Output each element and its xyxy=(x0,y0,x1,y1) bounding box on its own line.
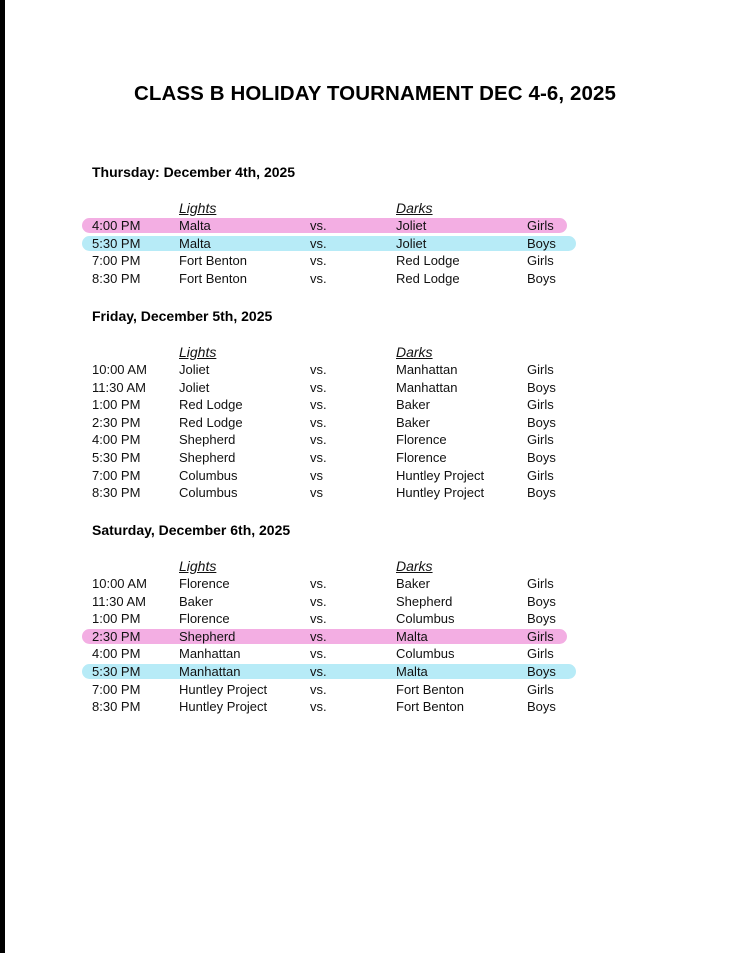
game-row xyxy=(92,396,692,414)
versus-label: vs. xyxy=(310,362,327,377)
lights-team: Fort Benton xyxy=(179,253,247,269)
lights-team: Baker xyxy=(179,593,213,609)
game-time: 1:00 PM xyxy=(92,397,141,413)
gender-label: Boys xyxy=(527,235,556,251)
gender-label: Boys xyxy=(527,611,556,627)
lights-team: Joliet xyxy=(179,379,210,395)
versus-label: vs xyxy=(310,485,323,501)
darks-team: Red Lodge xyxy=(396,270,460,286)
gender-label: Girls xyxy=(527,253,554,269)
game-time: 2:30 PM xyxy=(92,628,141,644)
gender-label: Boys xyxy=(527,414,556,430)
game-row xyxy=(92,270,692,288)
darks-column-header: Darks xyxy=(396,558,433,574)
lights-team: Malta xyxy=(179,218,211,233)
game-row xyxy=(92,681,692,699)
game-time: 10:00 AM xyxy=(92,362,147,377)
darks-team: Manhattan xyxy=(396,379,458,395)
game-time: 5:30 PM xyxy=(92,449,141,465)
column-headers xyxy=(92,199,692,217)
lights-team: Florence xyxy=(179,611,230,627)
lights-column-header: Lights xyxy=(179,344,217,360)
darks-team: Baker xyxy=(396,576,430,591)
game-time: 4:00 PM xyxy=(92,432,141,448)
game-row xyxy=(92,575,692,593)
darks-team: Baker xyxy=(396,397,430,413)
game-row xyxy=(92,593,692,611)
lights-team: Manhattan xyxy=(179,663,241,679)
lights-team: Shepherd xyxy=(179,432,236,448)
versus-label: vs. xyxy=(310,593,327,609)
blue-highlight xyxy=(82,236,576,251)
darks-team: Huntley Project xyxy=(396,467,485,483)
darks-column-header: Darks xyxy=(396,344,433,360)
gender-label: Girls xyxy=(527,467,554,483)
lights-team: Red Lodge xyxy=(179,397,243,413)
game-row xyxy=(92,361,692,379)
versus-label: vs. xyxy=(310,611,327,627)
lights-column-header: Lights xyxy=(179,200,217,216)
lights-team: Columbus xyxy=(179,485,238,501)
page-title: CLASS B HOLIDAY TOURNAMENT DEC 4-6, 2025 xyxy=(133,82,617,105)
gender-label: Boys xyxy=(527,485,556,501)
game-row xyxy=(92,698,692,716)
lights-team: Shepherd xyxy=(179,449,236,465)
lights-team: Huntley Project xyxy=(179,699,268,715)
gender-label: Girls xyxy=(527,576,554,591)
darks-team: Baker xyxy=(396,414,430,430)
darks-team: Manhattan xyxy=(396,362,458,377)
gender-label: Boys xyxy=(527,593,556,609)
lights-team: Shepherd xyxy=(179,628,236,644)
game-time: 4:00 PM xyxy=(92,646,141,662)
game-row xyxy=(92,252,692,270)
day-heading: Thursday: December 4th, 2025 xyxy=(92,164,296,180)
gender-label: Boys xyxy=(527,663,556,679)
darks-team: Red Lodge xyxy=(396,253,460,269)
darks-team: Malta xyxy=(396,663,428,679)
lights-team: Manhattan xyxy=(179,646,241,662)
lights-team: Red Lodge xyxy=(179,414,243,430)
game-row xyxy=(92,449,692,467)
lights-team: Huntley Project xyxy=(179,681,268,697)
lights-team: Fort Benton xyxy=(179,270,247,286)
day-section-friday xyxy=(92,307,692,502)
game-time: 8:30 PM xyxy=(92,699,141,715)
game-list xyxy=(92,575,692,716)
versus-label: vs. xyxy=(310,379,327,395)
versus-label: vs. xyxy=(310,681,327,697)
gender-label: Girls xyxy=(527,397,554,413)
game-time: 7:00 PM xyxy=(92,253,141,269)
versus-label: vs xyxy=(310,467,323,483)
gender-label: Girls xyxy=(527,628,554,644)
darks-team: Fort Benton xyxy=(396,681,464,697)
game-list xyxy=(92,361,692,502)
game-time: 2:30 PM xyxy=(92,414,141,430)
darks-team: Florence xyxy=(396,449,447,465)
darks-team: Joliet xyxy=(396,218,427,233)
darks-team: Joliet xyxy=(396,235,427,251)
game-row xyxy=(92,379,692,397)
game-time: 11:30 AM xyxy=(92,379,146,395)
versus-label: vs. xyxy=(310,235,327,251)
versus-label: vs. xyxy=(310,576,327,591)
darks-team: Malta xyxy=(396,628,428,644)
gender-label: Boys xyxy=(527,699,556,715)
versus-label: vs. xyxy=(310,253,327,269)
gender-label: Boys xyxy=(527,449,556,465)
day-section-saturday xyxy=(92,521,692,716)
versus-label: vs. xyxy=(310,397,327,413)
versus-label: vs. xyxy=(310,432,327,448)
game-row xyxy=(92,610,692,628)
game-time: 8:30 PM xyxy=(92,485,141,501)
game-row xyxy=(92,663,692,681)
game-row xyxy=(92,484,692,502)
versus-label: vs. xyxy=(310,628,327,644)
column-headers xyxy=(92,343,692,361)
game-row xyxy=(92,645,692,663)
gender-label: Girls xyxy=(527,646,554,662)
day-heading: Friday, December 5th, 2025 xyxy=(92,308,273,324)
darks-team: Columbus xyxy=(396,646,455,662)
lights-column-header: Lights xyxy=(179,558,217,574)
darks-column-header: Darks xyxy=(396,200,433,216)
game-row xyxy=(92,467,692,485)
game-row xyxy=(92,217,692,235)
darks-team: Shepherd xyxy=(396,593,453,609)
game-time: 7:00 PM xyxy=(92,467,141,483)
game-list xyxy=(92,217,692,287)
game-row xyxy=(92,235,692,253)
versus-label: vs. xyxy=(310,218,327,233)
day-section-thursday xyxy=(92,163,692,287)
column-headers xyxy=(92,557,692,575)
darks-team: Florence xyxy=(396,432,447,448)
darks-team: Columbus xyxy=(396,611,455,627)
game-time: 1:00 PM xyxy=(92,611,141,627)
game-time: 5:30 PM xyxy=(92,235,141,251)
versus-label: vs. xyxy=(310,449,327,465)
game-time: 5:30 PM xyxy=(92,663,141,679)
game-time: 11:30 AM xyxy=(92,593,146,609)
lights-team: Joliet xyxy=(179,362,210,377)
lights-team: Florence xyxy=(179,576,230,591)
versus-label: vs. xyxy=(310,699,327,715)
darks-team: Huntley Project xyxy=(396,485,485,501)
game-row xyxy=(92,414,692,432)
gender-label: Boys xyxy=(527,270,556,286)
game-time: 10:00 AM xyxy=(92,576,147,591)
game-time: 7:00 PM xyxy=(92,681,141,697)
versus-label: vs. xyxy=(310,414,327,430)
gender-label: Girls xyxy=(527,362,554,377)
game-time: 4:00 PM xyxy=(92,218,141,233)
darks-team: Fort Benton xyxy=(396,699,464,715)
versus-label: vs. xyxy=(310,646,327,662)
gender-label: Girls xyxy=(527,681,554,697)
lights-team: Malta xyxy=(179,235,211,251)
gender-label: Boys xyxy=(527,379,556,395)
game-time: 8:30 PM xyxy=(92,270,141,286)
versus-label: vs. xyxy=(310,663,327,679)
blue-highlight xyxy=(82,664,576,679)
gender-label: Girls xyxy=(527,218,554,233)
lights-team: Columbus xyxy=(179,467,238,483)
game-row xyxy=(92,628,692,646)
day-heading: Saturday, December 6th, 2025 xyxy=(92,522,291,538)
gender-label: Girls xyxy=(527,432,554,448)
game-row xyxy=(92,431,692,449)
versus-label: vs. xyxy=(310,270,327,286)
